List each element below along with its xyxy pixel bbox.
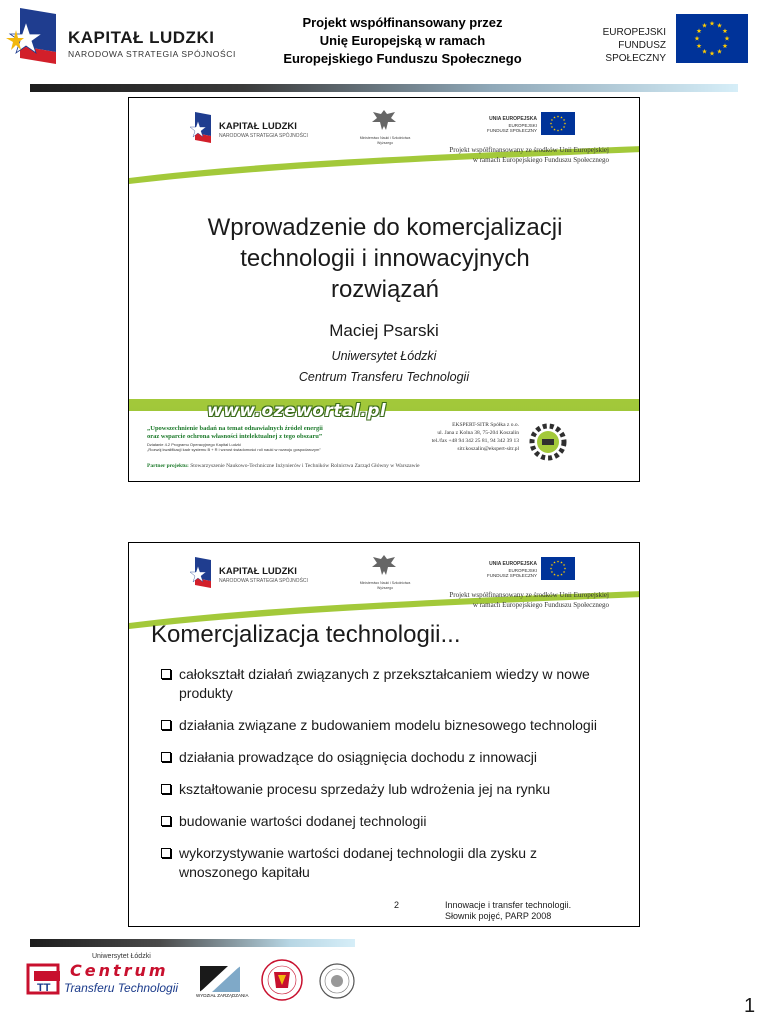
slide-logo-subtitle: NARODOWA STRATEGIA SPÓJNOŚCI — [219, 133, 308, 139]
slide-cofinancing-note — [409, 146, 609, 165]
checkbox-bullet-icon — [161, 848, 171, 858]
emblem-seal-icon — [318, 962, 356, 1000]
ue-line: FUNDUSZ SPOŁECZNY — [487, 573, 538, 578]
eu-flag-icon — [541, 557, 575, 580]
title-line: Wprowadzenie do komercjalizacji — [207, 214, 563, 241]
checkbox-bullet-icon — [161, 720, 171, 730]
ministry-label: Ministerstwo Nauki i Szkolnictwa Wyższego — [359, 581, 411, 590]
ue-line: EUROPEJSKI — [508, 122, 537, 128]
bullet-text: budowanie wartości dodanej technologii — [179, 813, 427, 829]
header-divider — [30, 84, 738, 92]
project-name-line: „Upowszechnienie badań na temat odnawialnych źródeł energii — [147, 425, 323, 432]
address-line: ul. Jana z Kolna 38, 75-204 Koszalin — [437, 430, 519, 436]
eu-flag-icon — [676, 14, 748, 63]
ue-label — [487, 116, 537, 134]
ministry-label: Ministerstwo Nauki i Szkolnictwa Wyższego — [359, 136, 411, 145]
title-line: technologii i innowacyjnych — [240, 245, 530, 272]
program-line: Działanie 4.2 Programu Operacyjnego Kapitał Ludzki — [147, 442, 241, 447]
ue-line: FUNDUSZ SPOŁECZNY — [487, 128, 538, 133]
list-item — [159, 812, 599, 831]
kapital-ludzki-title: KAPITAŁ LUDZKI — [68, 28, 215, 47]
cofinancing-header — [250, 14, 555, 68]
ue-line: EUROPEJSKI — [508, 567, 537, 573]
university-seal-icon — [260, 958, 304, 1002]
program-line: „Rozwój kwalifikacji kadr systemu B + R i wzrost świadomości roli nauki w rozwoju gospodarczym” — [147, 447, 321, 452]
polish-eagle-icon — [369, 553, 399, 579]
sitr-gear-logo-icon — [529, 423, 567, 461]
bullet-text: wykorzystywanie wartości dodanej technologii dla zysku z wnoszonego kapitału — [179, 845, 537, 880]
eu-flag-icon — [541, 112, 575, 135]
source-line: Słownik pojęć, PARP 2008 — [445, 911, 552, 921]
project-name-line: oraz wsparcie ochrona własności intelektualnej z tego obszaru” — [147, 432, 323, 440]
ue-title: UNIA EUROPEJSKA — [489, 116, 537, 122]
checkbox-bullet-icon — [161, 816, 171, 826]
ctt-university: Uniwersytet Łódzki — [92, 953, 151, 960]
address-line: EKSPERT-SITR Spółka z o.o. — [452, 422, 519, 428]
bullet-text: działania związane z budowaniem modelu biznesowego technologii — [179, 717, 597, 733]
slide-header — [129, 98, 639, 172]
list-item — [159, 716, 599, 735]
source-line: Innowacje i transfer technologii. — [445, 900, 572, 910]
wydzial-zarzadzania-label: WYDZIAŁ ZARZĄDZANIA — [196, 993, 249, 998]
list-item — [159, 665, 599, 703]
footer-divider — [30, 939, 355, 947]
list-item — [159, 844, 599, 882]
slide-logo-subtitle: NARODOWA STRATEGIA SPÓJNOŚCI — [219, 578, 308, 584]
affiliation-university: Uniwersytet Łódzki — [331, 349, 437, 363]
efs-line: FUNDUSZ SPOŁECZNY — [605, 40, 666, 64]
efs-label — [560, 26, 666, 65]
ue-label — [487, 561, 537, 579]
address-line: tel./fax +48 94 342 25 81, 94 342 39 13 — [431, 438, 519, 444]
slide-cofinancing-note — [409, 591, 609, 610]
page-number: 1 — [744, 995, 756, 1017]
address-line: sitr.koszalin@ekspert-sitr.pl — [457, 446, 519, 452]
slide-1-title — [169, 212, 601, 305]
project-name — [147, 425, 417, 440]
ctt-mark-icon — [26, 961, 64, 997]
slide-cofinancing-line: w ramach Europejskiego Funduszu Społecznego — [472, 155, 609, 164]
checkbox-bullet-icon — [161, 752, 171, 762]
svg-text:TT: TT — [37, 982, 51, 994]
slide-cofinancing-line: w ramach Europejskiego Funduszu Społecznego — [472, 600, 609, 609]
slide-number: 2 — [394, 900, 400, 910]
efs-line: EUROPEJSKI — [602, 27, 666, 38]
slide-2 — [128, 542, 640, 927]
ctt-transfer: Transferu Technologii — [64, 981, 179, 995]
kapital-ludzki-logo — [6, 6, 236, 68]
slide-project-footer — [129, 399, 639, 482]
company-address — [409, 421, 519, 453]
kapital-ludzki-flag-icon — [6, 8, 60, 68]
project-partner — [147, 463, 497, 469]
slide-cofinancing-line: Projekt współfinansowany ze środków Unii Europejskiej — [449, 591, 609, 599]
project-website: www.ozewortal.pl — [207, 401, 387, 421]
affiliation-center: Centrum Transferu Technologii — [298, 370, 470, 384]
slide-header — [129, 543, 639, 617]
project-program-note — [147, 442, 427, 452]
bullet-text: działania prowadzące do osiągnięcia dochodu z innowacji — [179, 749, 538, 765]
cofinancing-line: Unię Europejską w ramach — [319, 33, 486, 48]
list-item — [159, 748, 599, 767]
bullet-text: kształtowanie procesu sprzedaży lub wdrożenia jej na rynku — [179, 781, 551, 797]
slide-logo-title: KAPITAŁ LUDZKI — [219, 566, 297, 577]
partner-label: Partner projektu: — [147, 463, 189, 469]
polish-eagle-icon — [369, 108, 399, 134]
ctt-logo — [26, 953, 186, 1001]
list-item — [159, 780, 599, 799]
checkbox-bullet-icon — [161, 669, 171, 679]
ue-title: UNIA EUROPEJSKA — [489, 561, 537, 567]
slide-logo-title: KAPITAŁ LUDZKI — [219, 121, 297, 132]
bullet-text: całokształt działań związanych z przekształcaniem wiedzy w nowe produkty — [179, 666, 590, 701]
cofinancing-line: Projekt współfinansowany przez — [302, 15, 503, 30]
slide-1 — [128, 97, 640, 482]
slide-cofinancing-line: Projekt współfinansowany ze środków Unii Europejskiej — [449, 146, 609, 154]
partner-text: Stowarzyszenie Naukowo-Techniczne Inżynierów i Techników Rolnictwa Zarząd Główny w Warszawie — [190, 463, 420, 469]
cofinancing-line: Europejskiego Funduszu Społecznego — [283, 51, 522, 66]
checkbox-bullet-icon — [161, 784, 171, 794]
bullet-list — [159, 665, 599, 895]
title-line: rozwiązań — [330, 276, 440, 303]
source-citation — [445, 900, 625, 922]
ctt-centrum: Centrum — [70, 961, 169, 980]
kapital-ludzki-subtitle: NARODOWA STRATEGIA SPÓJNOŚCI — [68, 49, 236, 59]
author-name: Maciej Psarski — [329, 321, 439, 340]
slide-2-title: Komercjalizacja technologii... — [151, 621, 461, 648]
